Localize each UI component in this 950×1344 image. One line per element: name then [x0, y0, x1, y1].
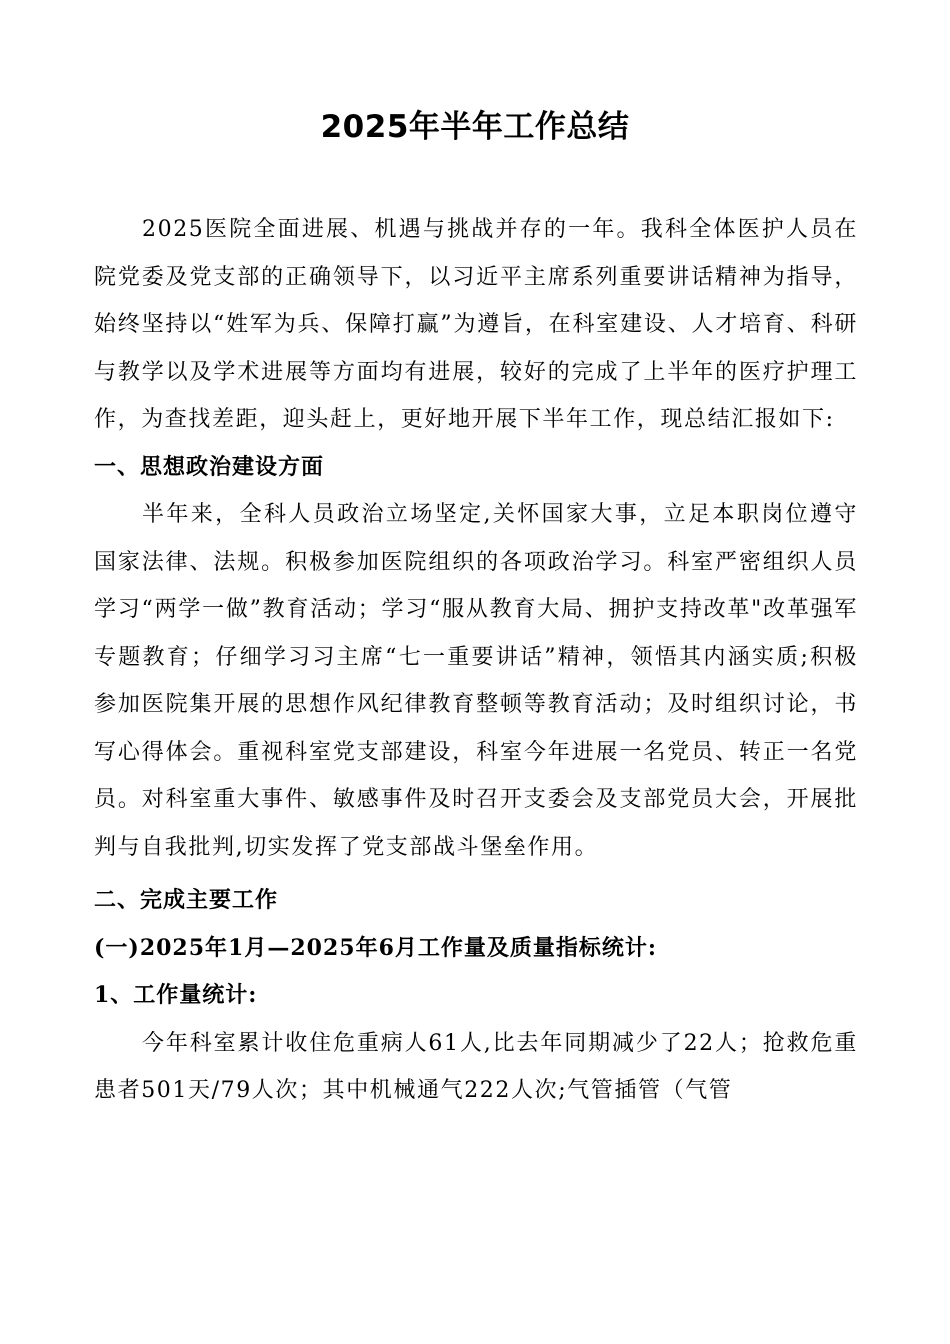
section-heading-main-work: 二、完成主要工作 [94, 888, 279, 913]
ideology-paragraph: 半年来，全科人员政治立场坚定,关怀国家大事，立足本职岗位遵守国家法律、法规。积极参加医院组织的各项政治学习。科室严密组织人员学习“两学一做”教育活动；学习“服从教育大局、拥护支持改革"改革强军专题教育；仔细学习习主席“七一重要讲话”精神，领悟其内涵实质;积极参加医院集开展的思想作风纪律教育整顿等教育活动；及时组织讨论，书写心得体会。重视科室党支部建设，科室今年进展一名党员、转正一名党员。对科室重大事件、敏感事件及时召开支委会及支部党员大会，开展批判与自我批判,切实发挥了党支部战斗堡垒作用。 [94, 502, 858, 860]
section-heading-ideology: 一、思想政治建设方面 [94, 454, 325, 480]
item-heading-workload: 1、工作量统计: [94, 982, 258, 1008]
workload-paragraph: 今年科室累计收住危重病人61人,比去年同期减少了22人；抢救危重患者501天/79人次；其中机械通气222人次;气管插管（气管 [94, 1030, 858, 1103]
subsection-heading-statistics: (一)2025年1月—2025年6月工作量及质量指标统计: [94, 934, 658, 961]
intro-paragraph: 2025医院全面进展、机遇与挑战并存的一年。我科全体医护人员在院党委及党支部的正确领导下，以习近平主席系列重要讲话精神为指导，始终坚持以“姓军为兵、保障打赢”为遵旨，在科室建设、人才培育、科研与教学以及学术进展等方面均有进展，较好的完成了上半年的医疗护理工作，为查找差距，迎头赶上，更好地开展下半年工作，现总结汇报如下: [94, 217, 858, 432]
document-title: 2025年半年工作总结 [320, 109, 630, 145]
document-body [94, 206, 858, 1115]
